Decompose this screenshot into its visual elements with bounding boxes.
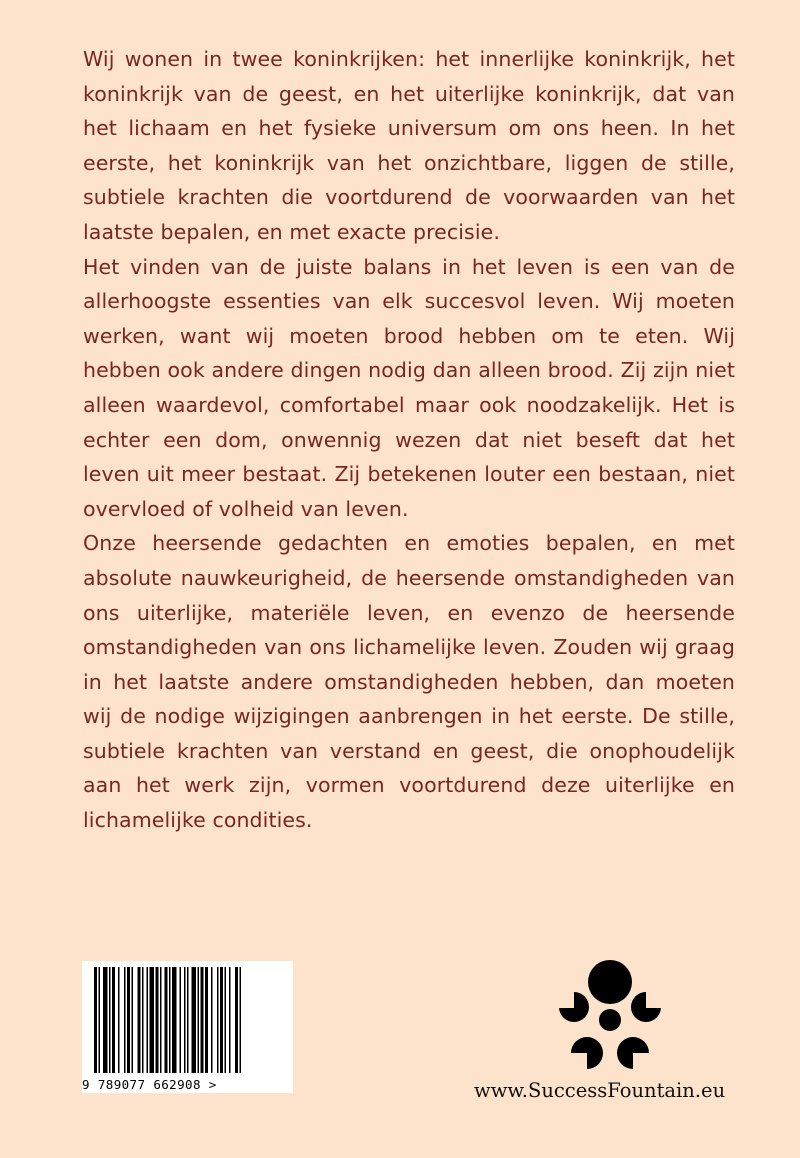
barcode-bar-14 xyxy=(160,967,162,1073)
barcode-bar-8 xyxy=(132,967,134,1073)
barcode-bar-29 xyxy=(229,967,231,1073)
barcode-bar-17 xyxy=(172,967,177,1073)
barcode-bar-6 xyxy=(124,967,126,1073)
success-fountain-logo-icon xyxy=(548,960,672,1078)
barcode-bar-11 xyxy=(147,967,149,1073)
paragraph-1: Wij wonen in twee koninkrijken: het innerlijke koninkrijk, het koninkrijk van de geest, en het uiterlijke koninkrijk, dat van het lichaam en het fysieke universum om ons heen. In het eerste, het koninkrijk van het onzichtbare, liggen de stille, subtiele krachten die voortdurend de voorwaarden van het laatste bepalen, en met exacte precisie. xyxy=(83,47,735,244)
barcode-bar-1 xyxy=(99,967,101,1073)
barcode-bar-13 xyxy=(156,967,159,1073)
barcode-bar-27 xyxy=(220,967,223,1073)
barcode-bar-21 xyxy=(192,967,197,1073)
isbn-number: 9 789077 662908 > xyxy=(82,1077,217,1092)
barcode-bar-25 xyxy=(211,967,213,1073)
barcode-bar-15 xyxy=(165,967,168,1073)
barcode-bar-3 xyxy=(109,967,111,1073)
paragraph-3: Onze heersende gedachten en emoties bepalen, en met absolute nauwkeurigheid, de heersende omstandigheden van ons uiterlijke, materiële leven, en evenzo de heersende omstandigheden van ons lichamelijke leven. Zouden wij graag in het laatste andere omstandigheden hebben, dan moeten wij de nodige wijzigingen aanbrengen in het eerste. De stille, subtiele krachten van verstand en geest, die onophoudelijk aan het werk zijn, vormen voortdurend deze uiterlijke en lichamelijke condities. xyxy=(83,531,735,833)
website-url: www.SuccessFountain.eu xyxy=(474,1079,726,1102)
barcode-bar-12 xyxy=(150,967,155,1073)
barcode-bar-18 xyxy=(180,967,182,1073)
barcode-bar-2 xyxy=(103,967,108,1073)
barcode-bar-28 xyxy=(225,967,227,1073)
barcode-bar-20 xyxy=(187,967,189,1073)
barcode-bars xyxy=(82,961,293,1093)
barcode-bar-31 xyxy=(240,967,242,1073)
isbn-barcode xyxy=(82,961,293,1093)
barcode-bar-19 xyxy=(184,967,186,1073)
barcode-bar-5 xyxy=(118,967,120,1073)
back-cover-text xyxy=(83,42,735,838)
barcode-bar-22 xyxy=(198,967,200,1073)
barcode-bar-30 xyxy=(235,967,238,1073)
barcode-bar-16 xyxy=(169,967,171,1073)
barcode-bar-23 xyxy=(201,967,204,1073)
barcode-bar-7 xyxy=(127,967,130,1073)
barcode-bar-26 xyxy=(217,967,219,1073)
paragraph-2: Het vinden van de juiste balans in het leven is een van de allerhoogste essenties van elk succesvol leven. Wij moeten werken, want wij moeten brood hebben om te eten. Wij hebben ook andere dingen nodig dan alleen brood. Zij zijn niet alleen waardevol, comfortabel maar ook noodzakelijk. Het is echter een dom, onwennig wezen dat niet beseft dat het leven uit meer bestaat. Zij betekenen louter een bestaan, niet overvloed of volheid van leven. xyxy=(83,254,735,521)
barcode-bar-0 xyxy=(94,967,97,1073)
barcode-bar-4 xyxy=(112,967,115,1073)
barcode-bar-9 xyxy=(138,967,141,1073)
barcode-bar-10 xyxy=(142,967,144,1073)
barcode-bar-24 xyxy=(205,967,208,1073)
